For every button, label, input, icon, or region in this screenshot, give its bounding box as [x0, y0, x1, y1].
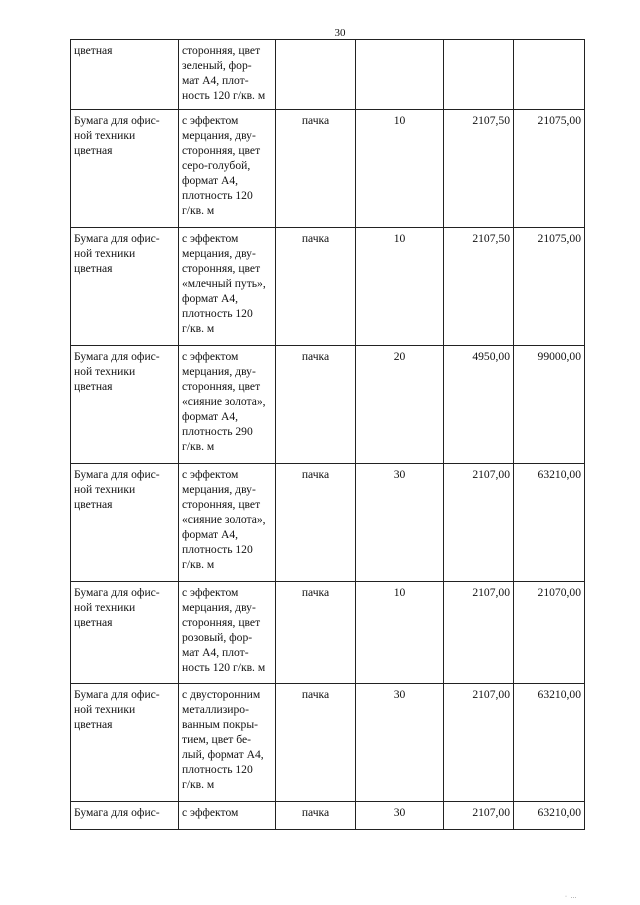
item-price-cell	[444, 40, 514, 110]
item-quantity-cell: 30	[356, 464, 444, 582]
item-name-cell: Бумага для офис- ной техники цветная	[71, 110, 179, 228]
item-quantity-cell: 30	[356, 684, 444, 802]
item-description-cell: с эффектом мерцания, дву- сторонняя, цвет «сияние золота», формат А4, плотность 290 г/кв. м	[179, 346, 276, 464]
item-quantity-cell: 10	[356, 110, 444, 228]
item-unit-cell: пачка	[276, 582, 356, 684]
item-quantity-cell: 10	[356, 582, 444, 684]
goods-table	[70, 39, 585, 830]
item-description-cell: сторонняя, цвет зеленый, фор- мат А4, плот- ность 120 г/кв. м	[179, 40, 276, 110]
table-row	[71, 228, 585, 346]
item-total-cell: 21070,00	[514, 582, 585, 684]
item-name-cell: Бумага для офис- ной техники цветная	[71, 684, 179, 802]
item-unit-cell: пачка	[276, 684, 356, 802]
item-description-cell: с эффектом мерцания, дву- сторонняя, цвет «сияние золота», формат А4, плотность 120 г/кв. м	[179, 464, 276, 582]
table-row	[71, 582, 585, 684]
item-name-cell: Бумага для офис- ной техники цветная	[71, 346, 179, 464]
table-row	[71, 684, 585, 802]
item-unit-cell: пачка	[276, 110, 356, 228]
item-name-cell: цветная	[71, 40, 179, 110]
item-name-cell: Бумага для офис- ной техники цветная	[71, 464, 179, 582]
table-row	[71, 40, 585, 110]
item-price-cell: 2107,00	[444, 582, 514, 684]
item-description-cell: с двусторонним металлизиро- ванным покры- тием, цвет бе- лый, формат А4, плотность 120 г/кв. м	[179, 684, 276, 802]
item-name-cell: Бумага для офис- ной техники цветная	[71, 582, 179, 684]
item-total-cell: 21075,00	[514, 228, 585, 346]
footer-mark: · …	[565, 894, 578, 900]
item-description-cell: с эффектом	[179, 802, 276, 830]
item-price-cell: 2107,50	[444, 228, 514, 346]
item-description-cell: с эффектом мерцания, дву- сторонняя, цвет серо-голубой, формат А4, плотность 120 г/кв. м	[179, 110, 276, 228]
item-price-cell: 2107,00	[444, 684, 514, 802]
item-price-cell: 2107,50	[444, 110, 514, 228]
item-unit-cell: пачка	[276, 228, 356, 346]
item-name-cell: Бумага для офис-	[71, 802, 179, 830]
table-row	[71, 802, 585, 830]
item-price-cell: 4950,00	[444, 346, 514, 464]
item-price-cell: 2107,00	[444, 464, 514, 582]
item-total-cell: 63210,00	[514, 684, 585, 802]
item-quantity-cell	[356, 40, 444, 110]
item-description-cell: с эффектом мерцания, дву- сторонняя, цвет «млечный путь», формат А4, плотность 120 г/кв. м	[179, 228, 276, 346]
item-unit-cell: пачка	[276, 346, 356, 464]
item-price-cell: 2107,00	[444, 802, 514, 830]
item-unit-cell	[276, 40, 356, 110]
item-description-cell: с эффектом мерцания, дву- сторонняя, цвет розовый, фор- мат А4, плот- ность 120 г/кв. м	[179, 582, 276, 684]
item-quantity-cell: 20	[356, 346, 444, 464]
item-unit-cell: пачка	[276, 802, 356, 830]
table-row	[71, 464, 585, 582]
item-total-cell: 63210,00	[514, 802, 585, 830]
item-name-cell: Бумага для офис- ной техники цветная	[71, 228, 179, 346]
table-row	[71, 346, 585, 464]
item-total-cell	[514, 40, 585, 110]
page-number: 30	[334, 27, 346, 39]
item-quantity-cell: 10	[356, 228, 444, 346]
item-total-cell: 99000,00	[514, 346, 585, 464]
item-unit-cell: пачка	[276, 464, 356, 582]
item-total-cell: 63210,00	[514, 464, 585, 582]
item-total-cell: 21075,00	[514, 110, 585, 228]
item-quantity-cell: 30	[356, 802, 444, 830]
table-row	[71, 110, 585, 228]
